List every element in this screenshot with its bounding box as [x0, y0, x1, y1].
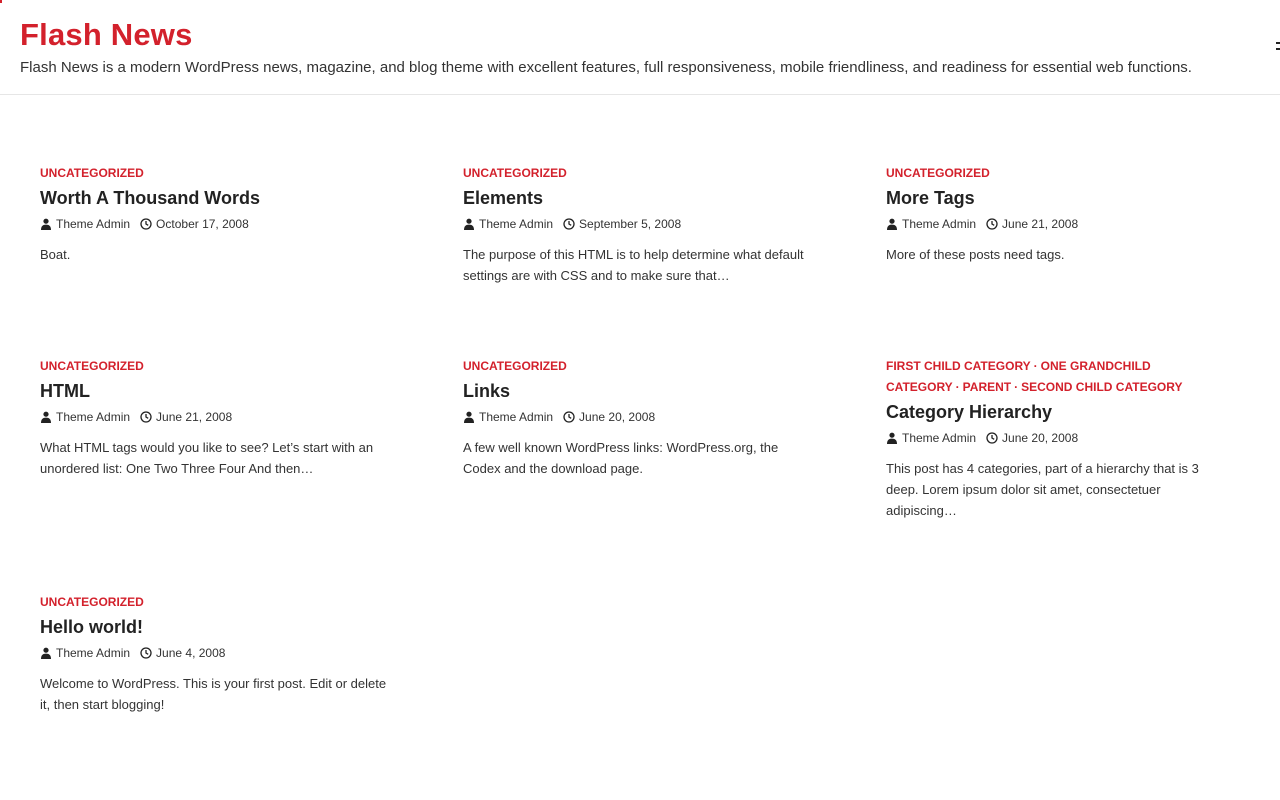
user-icon	[463, 218, 475, 230]
post-card	[40, 356, 392, 479]
category-link[interactable]: ONE GRANDCHILD CATEGORY	[886, 359, 1151, 394]
post-categories: FIRST CHILD CATEGORY · ONE GRANDCHILD CATEGORY · PARENT · SECOND CHILD CATEGORY	[886, 359, 1183, 394]
post-title	[40, 615, 392, 639]
post-date-text: September 5, 2008	[579, 217, 682, 231]
post-categories	[40, 163, 392, 184]
post-meta	[463, 409, 815, 425]
clock-icon	[140, 218, 152, 230]
post-title-link[interactable]: More Tags	[886, 188, 975, 208]
category-link[interactable]: FIRST CHILD CATEGORY	[886, 359, 1031, 373]
clock-icon	[986, 432, 998, 444]
post-author[interactable]	[463, 216, 553, 232]
post-date-text: June 21, 2008	[1002, 217, 1079, 231]
user-icon	[463, 411, 475, 423]
post-title	[463, 186, 815, 210]
clock-icon	[140, 647, 152, 659]
post-title	[40, 379, 392, 403]
clock-icon	[140, 411, 152, 423]
post-meta	[886, 216, 1238, 232]
post-meta	[886, 430, 1231, 446]
user-icon	[886, 218, 898, 230]
post-author-name: Theme Admin	[479, 217, 554, 231]
post-title-link[interactable]: Links	[463, 381, 511, 401]
post-author-name: Theme Admin	[56, 646, 131, 660]
post-excerpt: Boat.	[40, 247, 71, 262]
user-icon	[40, 647, 52, 659]
post-author[interactable]	[40, 645, 130, 661]
post-date-text: October 17, 2008	[156, 217, 249, 231]
post-title-link[interactable]: HTML	[40, 381, 90, 401]
post-author[interactable]	[40, 216, 130, 232]
category-link[interactable]: UNCATEGORIZED	[886, 166, 990, 180]
post-author[interactable]	[40, 409, 130, 425]
post-title	[886, 186, 1238, 210]
category-link[interactable]: PARENT	[962, 380, 1012, 394]
post-categories	[40, 356, 392, 377]
post-excerpt: What HTML tags would you like to see? Let’s start with an unordered list: One Two Three Four And then…	[40, 440, 374, 476]
post-date[interactable]	[140, 409, 232, 425]
post-title	[463, 379, 815, 403]
post-excerpt: More of these posts need tags.	[886, 247, 1065, 262]
post-card	[40, 592, 392, 715]
post-meta	[40, 409, 392, 425]
post-meta	[40, 216, 392, 232]
post-date[interactable]	[563, 409, 655, 425]
post-date-text: June 20, 2008	[579, 410, 656, 424]
post-title	[886, 400, 1231, 424]
post-author-name: Theme Admin	[902, 217, 977, 231]
clock-icon	[986, 218, 998, 230]
post-excerpt: The purpose of this HTML is to help determine what default settings are with CSS and to make sure that…	[463, 247, 804, 283]
post-categories	[40, 592, 392, 613]
category-link[interactable]: UNCATEGORIZED	[463, 359, 567, 373]
post-meta	[40, 645, 392, 661]
post-title-link[interactable]: Worth A Thousand Words	[40, 188, 260, 208]
post-title-link[interactable]: Category Hierarchy	[886, 402, 1053, 422]
post-categories	[463, 163, 815, 184]
category-link[interactable]: UNCATEGORIZED	[40, 166, 144, 180]
post-title	[40, 186, 392, 210]
post-title-link[interactable]: Hello world!	[40, 617, 143, 637]
post-date[interactable]	[986, 216, 1078, 232]
post-date[interactable]	[986, 430, 1078, 446]
post-author-name: Theme Admin	[56, 410, 131, 424]
post-categories	[463, 356, 815, 377]
category-link[interactable]: UNCATEGORIZED	[40, 359, 144, 373]
post-excerpt: This post has 4 categories, part of a hierarchy that is 3 deep. Lorem ipsum dolor sit amet, consectetuer adipiscing…	[886, 461, 1199, 518]
site-description: Flash News is a modern WordPress news, magazine, and blog theme with excellent features, full responsiveness, mobile friendliness, and readiness for essential web functions.	[20, 59, 1192, 76]
clock-icon	[563, 411, 575, 423]
post-date-text: June 4, 2008	[156, 646, 226, 660]
post-date-text: June 21, 2008	[156, 410, 233, 424]
post-title-link[interactable]: Elements	[463, 188, 544, 208]
post-card	[886, 356, 1231, 521]
post-author-name: Theme Admin	[902, 431, 977, 445]
post-author[interactable]	[886, 430, 976, 446]
post-date[interactable]	[563, 216, 681, 232]
post-author[interactable]	[463, 409, 553, 425]
post-card	[463, 356, 815, 479]
post-date-text: June 20, 2008	[1002, 431, 1079, 445]
category-link[interactable]: UNCATEGORIZED	[40, 595, 144, 609]
site-title-link[interactable]: Flash News	[20, 17, 193, 52]
user-icon	[40, 218, 52, 230]
category-link[interactable]: UNCATEGORIZED	[463, 166, 567, 180]
category-link[interactable]: SECOND CHILD CATEGORY	[1021, 380, 1183, 394]
post-card	[886, 163, 1238, 265]
post-excerpt: A few well known WordPress links: WordPress.org, the Codex and the download page.	[463, 440, 779, 476]
post-author-name: Theme Admin	[56, 217, 131, 231]
user-icon	[886, 432, 898, 444]
user-icon	[40, 411, 52, 423]
post-categories	[886, 163, 1238, 184]
post-author[interactable]	[886, 216, 976, 232]
post-meta	[463, 216, 815, 232]
post-card	[463, 163, 815, 286]
clock-icon	[563, 218, 575, 230]
post-date[interactable]	[140, 216, 249, 232]
post-author-name: Theme Admin	[479, 410, 554, 424]
post-date[interactable]	[140, 645, 225, 661]
post-card	[40, 163, 392, 265]
post-excerpt: Welcome to WordPress. This is your first post. Edit or delete it, then start blogging!	[40, 676, 387, 712]
